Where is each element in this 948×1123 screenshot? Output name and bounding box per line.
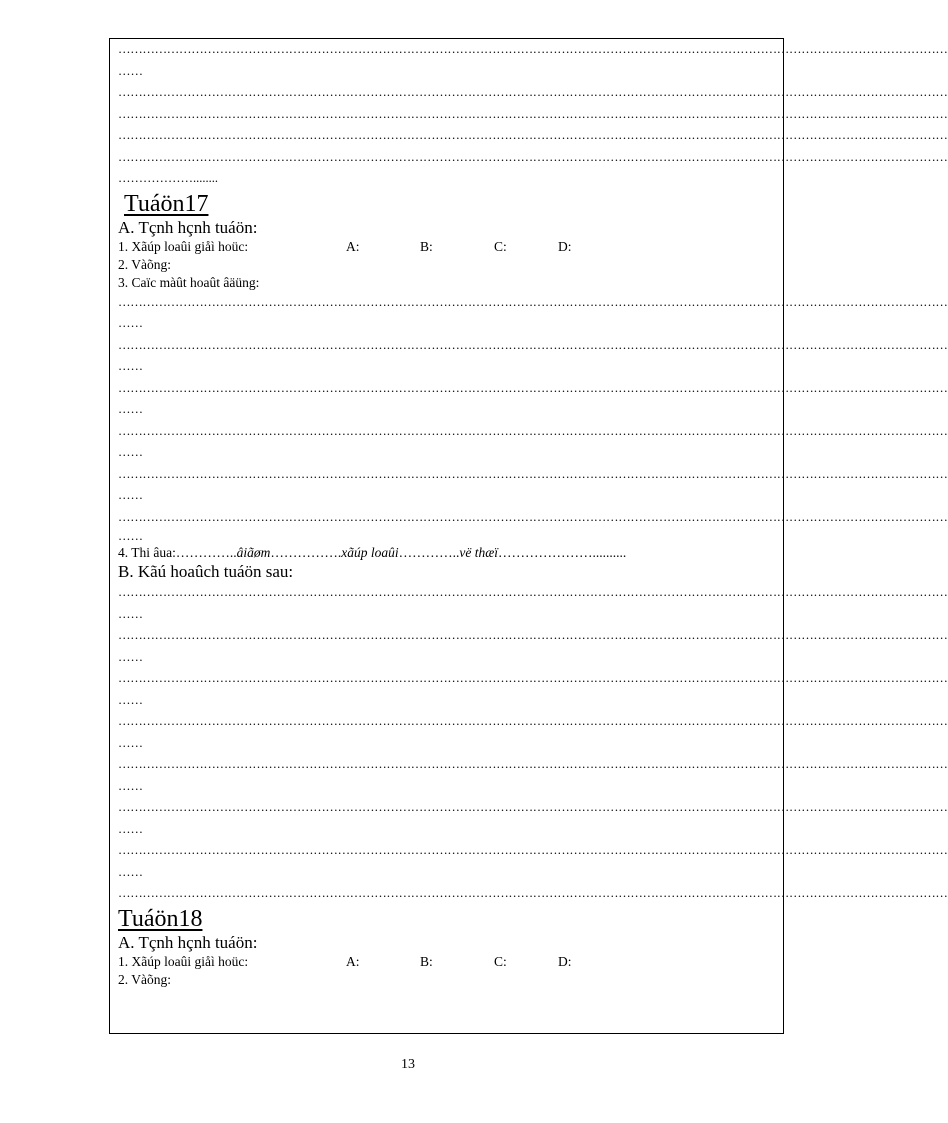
week-17-title: Tuáön17 (124, 190, 209, 217)
grade-a: A: (346, 238, 360, 254)
grade-d: D: (558, 238, 572, 254)
document-frame (109, 38, 948, 1034)
grade-b: B: (420, 953, 433, 969)
dotted-line: …………………………………………………………………………………………………………………………………………………………………………………… (118, 843, 948, 857)
dotted-line: …………………………………………………………………………………………………………………………………………………………………………………… (118, 671, 948, 685)
dotted-line: …………………………………………………………………………………………………………………………………………………………………………………… (118, 294, 948, 309)
dotted-line-short: …… (118, 649, 143, 664)
dotted-line: …………………………………………………………………………………………………………………………………………………………………………………… (118, 337, 948, 352)
week-17-section-b: B. Kãú hoaûch tuáön sau: (118, 562, 294, 581)
emulation-rank: xãúp loaûi (341, 545, 399, 560)
dotted-line-short: …… (118, 402, 143, 416)
dotted-line-short: …… (118, 488, 143, 502)
grade-label: 1. Xãúp loaûi giåì hoüc: (118, 953, 249, 969)
grade-c: C: (494, 953, 507, 969)
dotted-line: …………………………………………………………………………………………………………………………………………………………………………………… (118, 128, 948, 142)
grade-c: C: (494, 238, 507, 254)
grade-label: 1. Xãúp loaûi giåì hoüc: (118, 238, 249, 254)
dots: ………….. (398, 545, 460, 560)
dotted-line-short: …… (118, 778, 143, 793)
dotted-line-short: …… (118, 63, 143, 78)
grade-b: B: (420, 238, 433, 254)
dotted-line: …………………………………………………………………………………………………………………………………………………………………………………… (118, 466, 948, 481)
dots: ……………. (270, 545, 342, 560)
week-18-section-a: A. Tçnh hçnh tuáön: (118, 932, 258, 952)
dotted-line-short: …… (118, 606, 143, 621)
grade-d: D: (558, 953, 572, 969)
dotted-line-short: ………………........ (118, 171, 218, 185)
page-number: 13 (401, 1057, 415, 1072)
week-18-absence: 2. Vàõng: (118, 971, 171, 987)
emulation-prefix: 4. Thi âua:………….. (118, 545, 237, 560)
dots: ………………….......... (498, 545, 627, 560)
dotted-line: …………………………………………………………………………………………………………………………………………………………………………………… (118, 757, 948, 771)
dotted-line: …………………………………………………………………………………………………………………………………………………………………………………… (118, 106, 948, 121)
emulation-score: âiãøm (236, 545, 271, 560)
week-17-grade-row (118, 238, 775, 256)
dotted-line-short: …… (118, 821, 143, 836)
week-17-section-a: A. Tçnh hçnh tuáön: (118, 217, 258, 237)
dotted-line-short: …… (118, 864, 143, 879)
dotted-line: …………………………………………………………………………………………………………………………………………………………………………………… (118, 800, 948, 814)
dotted-line-short: …… (118, 316, 143, 330)
week-17-activities: 3. Caïc màût hoaût âäüng: (118, 274, 260, 290)
emulation-position: vë thæï (459, 545, 498, 560)
dotted-line: …………………………………………………………………………………………………………………………………………………………………………………… (118, 509, 948, 524)
week-17-absence: 2. Vàõng: (118, 256, 171, 272)
week-18-title: Tuáön18 (118, 905, 203, 932)
week-17-emulation (118, 544, 775, 562)
week-18-grade-row (118, 953, 775, 971)
grade-a: A: (346, 953, 360, 969)
dotted-line: …………………………………………………………………………………………………………………………………………………………………………………… (118, 886, 948, 900)
dotted-line-short: …… (118, 529, 143, 543)
dotted-line: …………………………………………………………………………………………………………………………………………………………………………………… (118, 628, 948, 642)
dotted-line: …………………………………………………………………………………………………………………………………………………………………………………… (118, 714, 948, 728)
dotted-line-short: …… (118, 359, 143, 373)
dotted-line-short: …… (118, 735, 143, 750)
dotted-line-short: …… (118, 692, 143, 707)
dotted-line: …………………………………………………………………………………………………………………………………………………………………………………… (118, 149, 948, 164)
dotted-line: …………………………………………………………………………………………………………………………………………………………………………………… (118, 585, 948, 599)
dotted-line: …………………………………………………………………………………………………………………………………………………………………………………… (118, 380, 948, 395)
dotted-line: …………………………………………………………………………………………………………………………………………………………………………………… (118, 42, 948, 56)
dotted-line-short: …… (118, 445, 143, 459)
dotted-line: …………………………………………………………………………………………………………………………………………………………………………………… (118, 423, 948, 438)
dotted-line: …………………………………………………………………………………………………………………………………………………………………………………… (118, 85, 948, 99)
